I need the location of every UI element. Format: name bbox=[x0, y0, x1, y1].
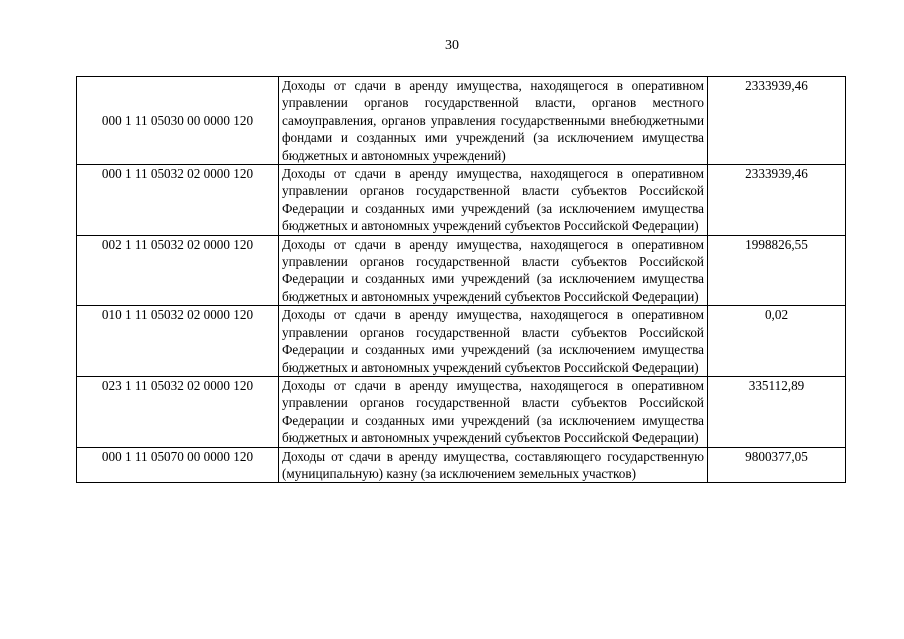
table-row bbox=[77, 235, 846, 306]
table-row bbox=[77, 447, 846, 483]
description-cell: Доходы от сдачи в аренду имущества, находящегося в оперативном управлении органов государственной власти субъектов Российской Федерации и созданных ими учреждений (за исключением имущества бюджетных и автономных учреждений субъектов Российской Федерации) bbox=[279, 165, 708, 236]
amount-cell: 1998826,55 bbox=[708, 235, 846, 306]
revenue-table bbox=[76, 76, 846, 483]
table-row bbox=[77, 376, 846, 447]
table-row bbox=[77, 165, 846, 236]
budget-code-cell: 000 1 11 05030 00 0000 120 bbox=[77, 77, 279, 165]
table-row bbox=[77, 77, 846, 165]
budget-code-cell: 000 1 11 05032 02 0000 120 bbox=[77, 165, 279, 236]
amount-cell: 335112,89 bbox=[708, 376, 846, 447]
amount-cell: 2333939,46 bbox=[708, 77, 846, 165]
budget-code-cell: 010 1 11 05032 02 0000 120 bbox=[77, 306, 279, 377]
description-cell: Доходы от сдачи в аренду имущества, находящегося в оперативном управлении органов государственной власти субъектов Российской Федерации и созданных ими учреждений (за исключением имущества бюджетных и автономных учреждений субъектов Российской Федерации) bbox=[279, 306, 708, 377]
description-cell: Доходы от сдачи в аренду имущества, находящегося в оперативном управлении органов государственной власти, органов местного самоуправления, органов управления государственными внебюджетными фондами и созданных ими учреждений (за исключением имущества бюджетных и автономных учреждений) bbox=[279, 77, 708, 165]
table-row bbox=[77, 306, 846, 377]
page-number: 30 bbox=[445, 38, 459, 53]
amount-cell: 2333939,46 bbox=[708, 165, 846, 236]
amount-cell: 0,02 bbox=[708, 306, 846, 377]
description-cell: Доходы от сдачи в аренду имущества, находящегося в оперативном управлении органов государственной власти субъектов Российской Федерации и созданных ими учреждений (за исключением имущества бюджетных и автономных учреждений субъектов Российской Федерации) bbox=[279, 376, 708, 447]
budget-code-cell: 000 1 11 05070 00 0000 120 bbox=[77, 447, 279, 483]
description-cell: Доходы от сдачи в аренду имущества, составляющего государственную (муниципальную) казну (за исключением земельных участков) bbox=[279, 447, 708, 483]
amount-cell: 9800377,05 bbox=[708, 447, 846, 483]
description-cell: Доходы от сдачи в аренду имущества, находящегося в оперативном управлении органов государственной власти субъектов Российской Федерации и созданных ими учреждений (за исключением имущества бюджетных и автономных учреждений субъектов Российской Федерации) bbox=[279, 235, 708, 306]
budget-code-cell: 002 1 11 05032 02 0000 120 bbox=[77, 235, 279, 306]
budget-code-cell: 023 1 11 05032 02 0000 120 bbox=[77, 376, 279, 447]
